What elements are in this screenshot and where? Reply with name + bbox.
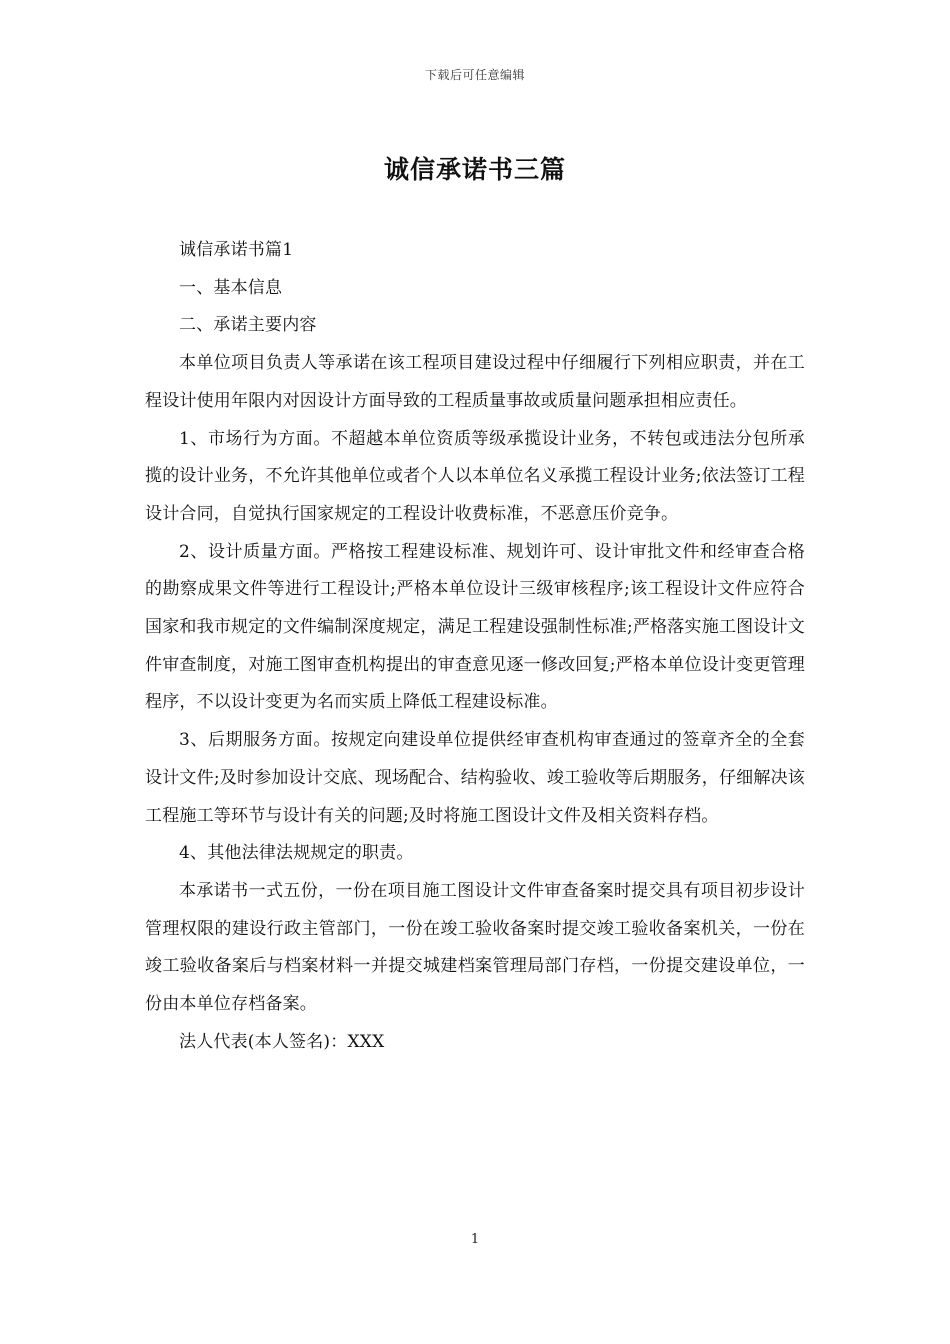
paragraph-copies: 本承诺书一式五份，一份在项目施工图设计文件审查备案时提交具有项目初步设计管理权限的建设行政主管部门，一份在竣工验收备案时提交竣工验收备案机关，一份在竣工验收备案后与档案材料一并提交城建档案管理局部门存档，一份提交建设单位，一份由本单位存档备案。 bbox=[145, 880, 805, 1015]
paragraph-intro: 本单位项目负责人等承诺在该工程项目建设过程中仔细履行下列相应职责，并在工程设计使用年限内对因设计方面导致的工程质量事故或质量问题承担相应责任。 bbox=[145, 353, 805, 411]
header-note: 下载后可任意编辑 bbox=[424, 68, 525, 82]
signature-line: 法人代表(本人签名)：XXX bbox=[179, 1031, 385, 1052]
document-body bbox=[145, 232, 805, 1061]
item-main-content: 二、承诺主要内容 bbox=[179, 315, 317, 336]
page-number: 1 bbox=[470, 1232, 480, 1247]
document-title: 诚信承诺书三篇 bbox=[383, 155, 566, 184]
section-heading-1: 诚信承诺书篇1 bbox=[179, 240, 294, 260]
paragraph-other: 4、其他法律法规规定的职责。 bbox=[179, 843, 414, 864]
paragraph-service: 3、后期服务方面。按规定向建设单位提供经审查机构审查通过的签章齐全的全套设计文件;及时参加设计交底、现场配合、结构验收、竣工验收等后期服务，仔细解决该工程施工等环节与设计有关的问题;及时将施工图设计文件及相关资料存档。 bbox=[145, 730, 805, 826]
item-basic-info: 一、基本信息 bbox=[179, 277, 283, 298]
paragraph-market: 1、市场行为方面。不超越本单位资质等级承揽设计业务，不转包或违法分包所承揽的设计业务，不允许其他单位或者个人以本单位名义承揽工程设计业务;依法签订工程设计合同，自觉执行国家规定的工程设计收费标准，不恶意压价竞争。 bbox=[145, 428, 805, 524]
paragraph-quality: 2、设计质量方面。严格按工程建设标准、规划许可、设计审批文件和经审查合格的勘察成果文件等进行工程设计;严格本单位设计三级审核程序;该工程设计文件应符合国家和我市规定的文件编制深度规定，满足工程建设强制性标准;严格落实施工图设计文件审查制度，对施工图审查机构提出的审查意见逐一修改回复;严格本单位设计变更管理程序，不以设计变更为名而实质上降低工程建设标准。 bbox=[145, 541, 805, 713]
